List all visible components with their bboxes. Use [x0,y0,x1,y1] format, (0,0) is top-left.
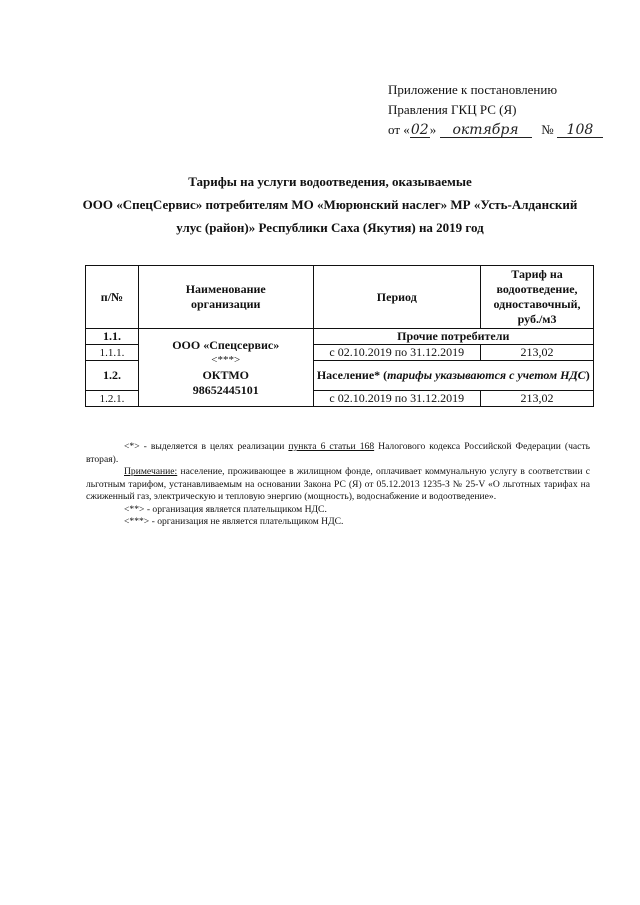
row-label-italic: тарифы указываются с учетом НДС [387,368,586,382]
footnote-3: <**> - организация является плательщиком НДС. [124,503,327,515]
footnote-2-label: Примечание: [124,466,178,477]
row-period: с 02.10.2019 по 31.12.2019 [313,345,481,361]
header-tariff [481,266,594,329]
header-org-line-1: Наименование [185,282,266,296]
header-tariff-line-3: одноставочный, [493,297,581,311]
header-num: п/№ [86,266,139,329]
footnote-1-link: пункта 6 статьи 168 [288,441,375,452]
footnote-1-text: <*> - выделяется в целях реализации [124,441,289,452]
row-label-end: ) [585,368,590,382]
row-num: 1.1.1. [86,345,139,361]
header-tariff-line-4: руб./м3 [517,312,557,326]
document-title [80,170,580,239]
org-cell [138,329,313,407]
header-period: Период [313,266,481,329]
row-period: с 02.10.2019 по 31.12.2019 [313,391,481,407]
table-row [86,329,594,345]
date-quote-close: » [429,122,437,137]
org-oktmo-label: ОКТМО [202,367,249,382]
handwritten-day: 02 [410,122,429,138]
table-header-row [86,266,594,329]
footnote-1-end: Налогового кодекса Российской Федерации (часть вторая). [86,441,590,465]
row-num: 1.1. [86,329,139,345]
title-line-1: Тарифы на услуги водоотведения, оказываемые [188,174,472,189]
appendix-block [388,80,603,140]
appendix-date-line [388,120,603,140]
row-label: Прочие потребители [313,329,593,345]
appendix-line-1: Приложение к постановлению [388,82,558,97]
row-num: 1.2. [86,361,139,391]
row-value: 213,02 [481,345,594,361]
header-org [138,266,313,329]
number-label: № [541,122,554,137]
date-from-label: от « [388,122,410,137]
org-oktmo: 98652445101 [192,382,259,397]
row-value: 213,02 [481,391,594,407]
appendix-line-2: Правления ГКЦ РС (Я) [388,102,517,117]
footnote-2-text: население, проживающее в жилищном фонде, оплачивает коммунальную услугу в соответствии с льготным тарифом, устанавливаемым на основании Закона РС (Я) от 05.12.2013 1235-З № 25-V «О льготных тарифах на сжиженный газ, электрическую и тепловую энергию (мощность), водоснабжение и водоотведение». [86,466,590,502]
footnotes [86,441,590,529]
row-label [313,361,593,391]
handwritten-month: октября [440,123,532,138]
tariff-table [85,265,594,407]
footnote-4: <***> - организация не является плательщиком НДС. [124,516,344,527]
org-mark: <***> [211,353,241,366]
footnote-2 [86,466,590,504]
handwritten-number: 108 [557,123,603,138]
row-label-main: Население* ( [316,368,388,382]
footnote-1 [86,441,590,466]
header-tariff-line-2: водоотведение, [496,282,578,296]
title-line-3: улус (район)» Республики Саха (Якутия) на 2019 год [176,220,484,235]
title-line-2: ООО «СпецСервис» потребителям МО «Мюрюнский наслег» МР «Усть-Алданский [82,197,578,212]
header-tariff-line-1: Тариф на [511,267,563,281]
org-name: ООО «Спецсервис» [172,337,280,352]
row-num: 1.2.1. [86,391,139,407]
header-org-line-2: организации [190,297,261,311]
